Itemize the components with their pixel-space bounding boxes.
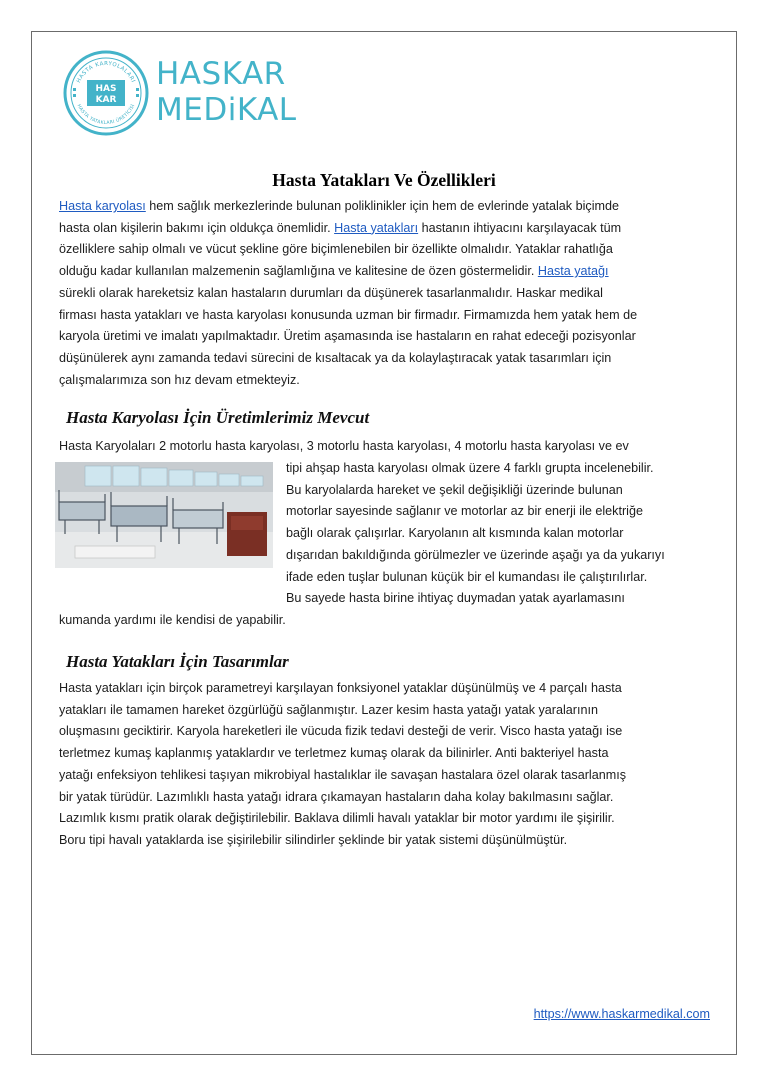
- section1-first-line: [59, 436, 711, 458]
- document-title: Hasta Yatakları Ve Özellikleri: [272, 170, 496, 190]
- seal-center-has: HAS: [95, 84, 117, 94]
- haskar-medikal-logo: [63, 50, 297, 136]
- section1-line: ifade eden tuşlar bulunan küçük bir el kumandası ile çalıştırılırlar.: [286, 569, 648, 584]
- hospital-beds-photo: [55, 462, 273, 568]
- section2-heading: Hasta Yatakları İçin Tasarımlar: [66, 652, 289, 671]
- section1-line: motorlar sayesinde sağlanır ve motorlar az bir enerji ile elektriğe: [286, 504, 643, 519]
- intro-line: karyola üretimi ve imalatı yapılmaktadır. Üretim aşamasında ise hastaların en rahat edeceği pozisyonlar: [59, 329, 636, 344]
- section2-line: bir yatak türüdür. Lazımlıklı hasta yatağı idrara çıkamayan hastaların daha kolay bakılmasını sağlar.: [59, 789, 614, 804]
- section1-line: Hasta Karyolaları 2 motorlu hasta karyolası, 3 motorlu hasta karyolası, 4 motorlu hasta karyolası ve ev: [59, 439, 629, 453]
- section2-line: oluşmasını geciktirir. Karyola hareketleri ile vücuda fizik tedavi desteği de verir. Visco hasta yatağı ise: [59, 724, 623, 739]
- logo-name-line1: HASKAR: [156, 56, 286, 92]
- section2-line: Boru tipi havalı yataklarda ise şişirilebilir silindirler şeklinde bir yatak sistemi düşünülmüştür.: [59, 832, 568, 847]
- logo-name-line2: MEDiKAL: [156, 92, 297, 128]
- footer-website-link[interactable]: https://www.haskarmedikal.com: [533, 1007, 710, 1021]
- seal-center-kar: KAR: [95, 95, 117, 105]
- section1-line: Bu sayede hasta birine ihtiyaç duymadan yatak ayarlamasını: [286, 591, 625, 606]
- intro-text: hem sağlık merkezlerinde bulunan poliklinikler için hem de evlerinde yatalak biçimde: [145, 199, 619, 213]
- intro-line: sürekli olarak hareketsiz kalan hastaların durumları da düşünerek tasarlanmalıdır. Haskar medikal: [59, 285, 603, 300]
- seal-top-text: HASTA KARYOLALARI: [76, 60, 136, 84]
- hasta-yatagi-link[interactable]: Hasta yatağı: [537, 264, 609, 279]
- intro-line: [59, 196, 711, 218]
- intro-paragraph: [59, 196, 711, 391]
- hasta-karyolasi-link[interactable]: Hasta karyolası: [59, 199, 146, 213]
- intro-text: olduğu kadar kullanılan malzemenin sağlamlığına ve kalitesine de özen göstermelidir.: [59, 264, 538, 279]
- seal-bottom-text: HASTA YATAKLARI ÜRETİCİSİ: [75, 103, 137, 127]
- intro-line: özelliklere sahip olmalı ve vücut şekline göre biçimlenebilen bir özellikte olmalıdır. Yataklar rahatlığa: [59, 242, 613, 257]
- hospital-beds-illustration: [55, 462, 273, 568]
- section1-line: tipi ahşap hasta karyolası olmak üzere 4 farklı grupta incelenebilir.: [286, 461, 654, 475]
- section1-line: kumanda yardımı ile kendisi de yapabilir.: [59, 613, 286, 627]
- intro-line: [59, 261, 711, 283]
- hasta-yataklari-link[interactable]: Hasta yatakları: [334, 220, 419, 235]
- intro-line: [59, 218, 711, 240]
- section2-line: terletmez kumaş kaplanmış yataklardır ve terletmez kumaş olarak da bilinirler. Anti bakteriyel hasta: [59, 746, 609, 761]
- svg-text:HASTA YATAKLARI ÜRETİCİSİ: [76, 103, 137, 126]
- section2-paragraph: [59, 678, 711, 852]
- intro-text: hasta olan kişilerin bakımı için oldukça önemlidir.: [59, 220, 335, 235]
- section1-last-line: [59, 610, 711, 632]
- intro-line: düşünülerek aynı zamanda tedavi sürecini de kısaltacak ya da kolaylaştıracak yatak tasarımları için: [59, 350, 612, 365]
- logo-seal-icon: [63, 50, 149, 136]
- section1-wrapped-text: [286, 458, 716, 610]
- section1-heading: Hasta Karyolası İçin Üretimlerimiz Mevcut: [66, 408, 370, 427]
- section1-line: dışarıdan bakıldığında görülmezler ve üzerinde aşağı ya da yukarıyı: [286, 547, 665, 562]
- section2-line: Lazımlık kısmı pratik olarak değiştirilebilir. Baklava dilimli havalı yataklar bir motor yardımı ile şişirilir.: [59, 811, 615, 826]
- intro-line: firması hasta yatakları ve hasta karyolası konusunda uzman bir firmadır. Firmamızda hem yatak hem de: [59, 307, 638, 322]
- section2-line: yatağı enfeksiyon tehlikesi taşıyan mikrobiyal hastalıklar ile savaşan hastalara özel olarak tasarlanmış: [59, 767, 626, 782]
- intro-line: çalışmalarımıza son hız devam etmekteyiz.: [59, 372, 300, 387]
- section1-line: bağlı olarak çalışırlar. Karyolanın alt kısmında kalan motorlar: [286, 526, 624, 541]
- intro-text: hastanın ihtiyacını karşılayacak tüm: [418, 220, 622, 235]
- section2-line: Hasta yatakları için birçok parametreyi karşılayan fonksiyonel yataklar düşünülmüş ve 4 parçalı hasta: [59, 681, 622, 695]
- section1-line: Bu karyolalarda hareket ve şekil değişikliği üzerinde bulunan: [286, 482, 623, 497]
- section2-line: yatakları ile tamamen hareket özgürlüğü sağlanmıştır. Lazer kesim hasta yatağı yatak yaralarının: [59, 702, 598, 717]
